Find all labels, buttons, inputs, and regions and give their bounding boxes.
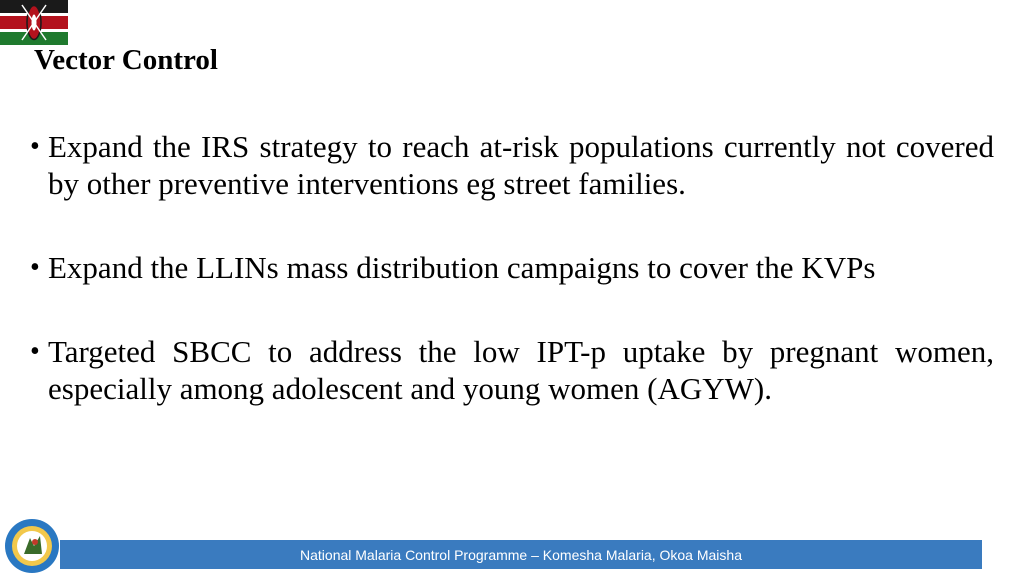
bullet-marker: • xyxy=(30,252,40,283)
bullet-marker: • xyxy=(30,131,40,162)
bullet-list xyxy=(30,128,994,407)
bullet-text: Targeted SBCC to address the low IPT-p uptake by pregnant women, especially among adolescent and young women (AGYW). xyxy=(48,334,994,406)
kenya-flag-icon xyxy=(0,0,68,45)
footer-bar xyxy=(60,540,982,569)
bullet-item xyxy=(30,249,994,286)
bullet-marker: • xyxy=(30,336,40,367)
footer-text: National Malaria Control Programme – Komesha Malaria, Okoa Maisha xyxy=(300,546,742,563)
bullet-text: Expand the IRS strategy to reach at-risk populations currently not covered by other preventive interventions eg street families. xyxy=(48,129,994,201)
slide-title: Vector Control xyxy=(34,44,218,76)
bullet-item xyxy=(30,333,994,407)
bullet-text: Expand the LLINs mass distribution campaigns to cover the KVPs xyxy=(48,250,876,285)
bullet-item xyxy=(30,128,994,202)
nmcp-seal-icon xyxy=(4,518,60,574)
